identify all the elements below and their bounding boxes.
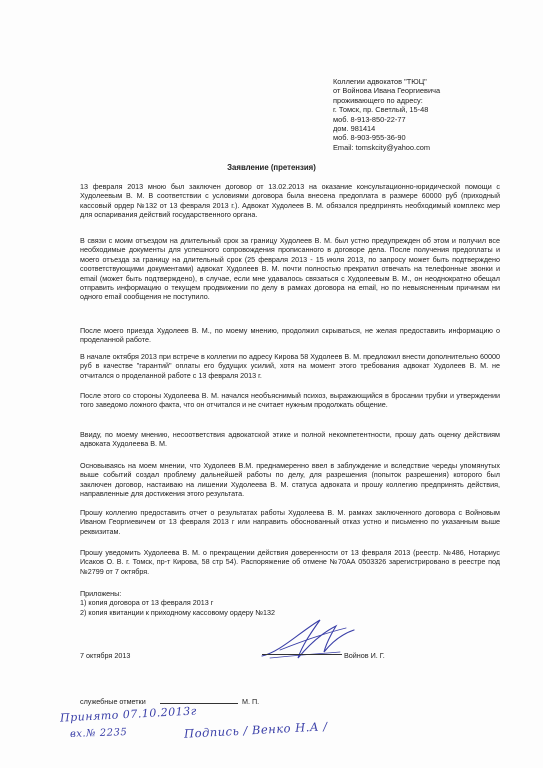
paragraph-5	[80, 391, 500, 410]
addressee-block	[333, 77, 440, 152]
attachment-item: 1) копия договора от 13 февраля 2013 г	[80, 598, 214, 608]
stamp-label: М. П.	[242, 697, 260, 706]
paragraph-1	[80, 182, 500, 220]
paragraph-text: Прошу уведомить Худолеева В. М. о прекращении действия доверенности от 13 февраля 2013 (реестр. №486, Нотариус Исаков О. В. г. Томск, пр-т Кирова, 58 стр 54). Распоряжение об отмене №70АА 0503326 зарегистрировано в реестре под №2799 от 7 октября.	[80, 548, 500, 576]
service-marks-line	[160, 703, 238, 704]
addressee-email: Email: tomskcity@yahoo.com	[333, 142, 431, 152]
signer-name: Войнов И. Г.	[344, 651, 385, 660]
paragraph-7	[80, 461, 500, 499]
paragraph-9	[80, 548, 500, 576]
paragraph-text: 13 февраля 2013 мною был заключен договор от 13.02.2013 на оказание консультационно-юридической помощи с Худолеевым В. М. В соответствии с условиями договора была внесена предоплата в размере 60000 руб (приходный кассовый ордер №132 от 13 февраля 2013 г.). Адвокат Худолеев В. М. обязался предпринять необходимый комплекс мер для оспаривания действий государственного органа.	[80, 182, 500, 220]
paragraph-text: В начале октября 2013 при встрече в коллегии по адресу Кирова 58 Худолеев В. М. предложил внести дополнительно 60000 руб в качестве "гарантий" оплаты его будущих усилий, хотя на момент этого требования адвокат Худолеев В. М. не отчитался о проделанной работе с 13 февраля 2013 г.	[80, 352, 500, 380]
handwritten-incoming-number: вх.№ 2235	[69, 727, 128, 740]
addressee-line: моб. 8-903-955-36-90	[333, 133, 406, 143]
paragraph-text: Ввиду, по моему мнению, несоответствия адвокатской этике и полной некомпетентности, прошу дать оценку действиям адвоката Худолеева В. М.	[80, 430, 500, 449]
paragraph-text: Основываясь на моем мнении, что Худолеев В.М. преднамеренно ввел в заблуждение и вследствие череды упомянутых выше событий создал проблему дальнейшей работы по делу, для разрешения (попыток разрешения) которого был заключен договор, настаиваю на лишении Худолеева В. М. статуса адвоката и прошу коллегию предпринять действия, направленные для достижения этого результата.	[80, 461, 500, 499]
document-title: Заявление (претензия)	[227, 163, 316, 172]
attachments-block	[80, 589, 275, 617]
signature-line	[262, 654, 342, 655]
paragraph-text: После этого со стороны Худолеева В. М. начался необъяснимый психоз, выражающийся в бросании трубки и утверждении того заведомо ложного факта, что он отчитался и не считает нужным продолжать общение.	[80, 391, 500, 410]
addressee-line: Коллегии адвокатов "ТЮЦ"	[333, 77, 427, 86]
service-marks-label: служебные отметки	[80, 697, 146, 706]
attachments-heading: Приложены:	[80, 589, 122, 598]
paragraph-4	[80, 352, 500, 380]
addressee-line: моб. 8-913-850-22-77	[333, 114, 406, 124]
handwritten-receiver-signature: Подпись / Венко Н.А /	[183, 719, 328, 741]
handwritten-signature	[250, 612, 370, 670]
attachment-item: 2) копия квитанции к приходному кассовому ордеру №132	[80, 607, 276, 617]
paragraph-text: Прошу коллегию предоставить отчет о результатах работы Худолеева В. М. рамках заключенного договора с Войновым Иваном Георгиевичем от 13 февраля 2013 г или направить обоснованный отказ устно и письменно по указанным выше реквизитам.	[80, 508, 500, 536]
paragraph-text: В связи с моим отъездом на длительный срок за границу Худолеев В. М. был устно предупрежден об этом и получил все необходимые документы для успешного сопровождения прописанного в договоре дела. После получения предоплаты и моего отъезда за границу на длительный срок (25 февраля 2013 - 15 июля 2013, по запросу может быть подтверждено соответствующими документами) адвокат Худолеев В. М. почти полностью прекратил отвечать на телефонные звонки и email (может быть подтверждено), в случае, если мне удавалось связаться с Худолеевым В. М., он неоднократно обещал отправить информацию о текущем продвижении по делу в рамках договора на email, но по невыясненным причинам ни одного email сообщения не поступило.	[80, 236, 500, 302]
paragraph-8	[80, 508, 500, 536]
handwritten-received-note: Принято 07.10.2013г	[59, 704, 198, 725]
paragraph-3	[80, 326, 500, 345]
addressee-line: дом. 981414	[333, 124, 376, 134]
addressee-line: проживающего по адресу:	[333, 95, 423, 105]
document-date: 7 октября 2013	[80, 651, 131, 660]
paragraph-text: После моего приезда Худолеев В. М., по моему мнению, продолжил скрываться, не желая предоставить информацию о проделанной работе.	[80, 326, 500, 345]
paragraph-6	[80, 430, 500, 449]
paragraph-2	[80, 236, 500, 302]
addressee-line: г. Томск, пр. Светлый, 15-48	[333, 105, 429, 115]
addressee-line: от Войнова Ивана Георгиевича	[333, 86, 441, 96]
